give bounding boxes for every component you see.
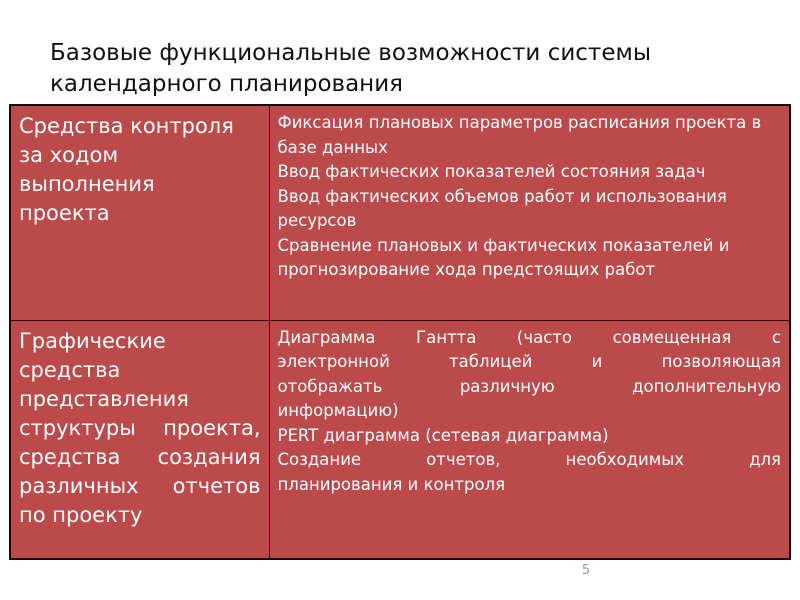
feature-item-reports	[278, 448, 782, 497]
feature-item-pert: PERT диаграмма (сетевая диаграмма)	[277, 425, 609, 445]
feature-line: Диаграмма Гантта (часто совмещенная с	[277, 327, 781, 347]
feature-line: планирования и контроля	[277, 474, 506, 494]
features-cell-graphics	[269, 320, 790, 559]
category-line: Средства контроля	[19, 114, 234, 138]
category-cell-control	[10, 105, 269, 320]
category-line: проекта	[19, 201, 110, 225]
feature-item: Фиксация плановых параметров расписания проекта в базе данных	[277, 113, 762, 157]
category-line: представления	[19, 386, 189, 411]
features-control-text	[270, 106, 790, 283]
category-line: структуры проекта,	[19, 415, 261, 440]
table-row	[10, 320, 790, 559]
page-number: 5	[581, 563, 591, 578]
feature-item-gantt	[278, 326, 782, 424]
slide-title	[50, 38, 770, 100]
features-cell-control	[269, 105, 790, 320]
category-line: выполнения	[19, 172, 155, 196]
table-row	[10, 105, 790, 320]
category-line: средства создания	[19, 444, 261, 469]
category-cell-graphics	[10, 320, 269, 559]
feature-line: Создание отчетов, необходимых для	[277, 450, 781, 469]
features-graphics-text	[270, 321, 790, 498]
feature-line: электронной таблицей и позволяющая	[277, 352, 781, 371]
category-graphics-text	[11, 321, 269, 530]
slide-title-line-2: календарного планирования	[50, 71, 404, 97]
category-line: за ходом	[19, 143, 119, 167]
category-line: Графические	[19, 328, 166, 353]
category-line: различных отчетов	[19, 473, 261, 498]
category-control-text	[11, 106, 269, 228]
functions-table	[9, 104, 791, 560]
feature-item: Сравнение плановых и фактических показателей и прогнозирование хода предстоящих работ	[277, 235, 730, 279]
slide-title-line-1: Базовые функциональные возможности системы	[50, 40, 651, 66]
category-line: по проекту	[19, 502, 143, 527]
category-line: средства	[19, 357, 121, 382]
feature-item: Ввод фактических показателей состояния задач	[277, 162, 706, 181]
feature-line: отображать различную дополнительную	[277, 376, 781, 396]
feature-line: информацию)	[277, 401, 399, 420]
feature-item: Ввод фактических объемов работ и использования ресурсов	[277, 186, 727, 230]
